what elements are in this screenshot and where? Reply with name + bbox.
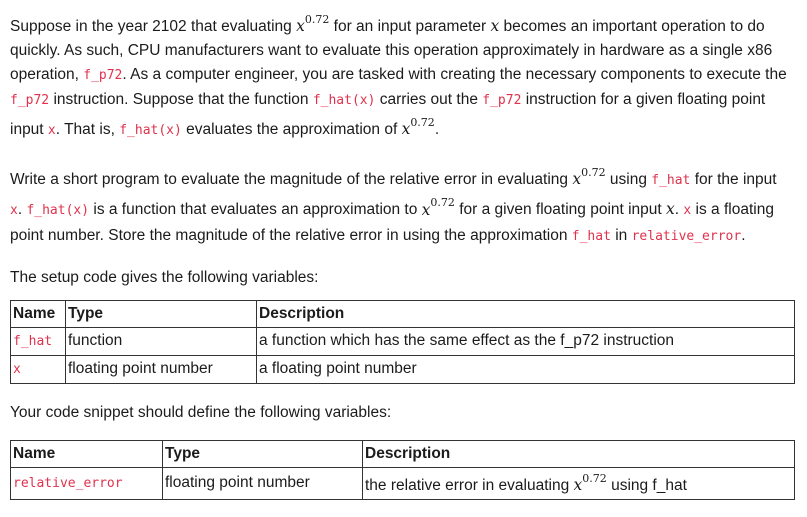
intro-paragraph	[10, 10, 792, 143]
define-heading: Your code snippet should define the following variables:	[10, 403, 392, 421]
task-paragraph	[10, 163, 792, 248]
code-f-p72: f_p72	[83, 68, 123, 84]
text: .	[674, 201, 684, 219]
cell-description: a floating point number	[257, 355, 795, 383]
code-relative-error: relative_error	[631, 228, 742, 244]
code-f-hat-x: f_hat(x)	[119, 123, 182, 139]
cell-description: the relative error in evaluating $x^{0.72}$ using f_hat	[363, 467, 795, 499]
cell-name: x	[11, 355, 66, 383]
text: instruction. Suppose that the function	[49, 91, 313, 109]
math-x: x	[490, 17, 500, 36]
text: .	[434, 121, 440, 139]
text: . As a computer engineer, you are tasked with creating the necessary components to execute the	[122, 66, 787, 84]
setup-heading: The setup code gives the following variables:	[10, 268, 319, 286]
header-type: Type	[163, 440, 363, 467]
math-x-power: $x^{0.72}$	[572, 166, 606, 189]
text: for an input parameter	[329, 18, 491, 36]
math-x-power: $x^{0.72}$	[421, 196, 455, 219]
header-type: Type	[66, 300, 257, 327]
text: using	[605, 171, 652, 189]
code-f-hat: f_hat	[651, 173, 691, 189]
math-x-power: $x^{0.72}$	[573, 471, 607, 494]
text: is a floating point number. Store the magnitude of the relative error in using the approximation	[10, 201, 774, 244]
text: for the input	[690, 171, 777, 189]
code-x: x	[10, 203, 18, 219]
header-description: Description	[257, 300, 795, 327]
code-x: x	[47, 123, 56, 139]
text: is a function that evaluates an approximation to	[89, 201, 422, 219]
text: in	[610, 226, 632, 244]
text: Suppose in the year 2102 that evaluating	[10, 18, 297, 36]
text: instruction for a given floating point input	[10, 91, 766, 139]
math-x: x	[666, 200, 675, 219]
cell-type: floating point number	[163, 467, 363, 499]
text: carries out the	[375, 91, 483, 109]
cell-name: relative_error	[11, 467, 163, 499]
setup-variables-table	[10, 300, 795, 384]
cell-name: f_hat	[11, 327, 66, 355]
header-name: Name	[11, 300, 66, 327]
code-x: x	[683, 203, 692, 219]
text: evaluates the approximation of	[181, 121, 402, 139]
cell-description: a function which has the same effect as the f_p72 instruction	[257, 327, 795, 355]
cell-type: function	[66, 327, 257, 355]
table-header-row	[11, 300, 795, 327]
header-description: Description	[363, 440, 795, 467]
text: for a given floating point input	[454, 201, 667, 219]
problem-statement	[10, 10, 792, 500]
text: .	[741, 226, 746, 244]
output-variables-table	[10, 440, 795, 500]
code-f-hat-x: f_hat(x)	[312, 93, 376, 109]
table-row	[11, 327, 795, 355]
header-name: Name	[11, 440, 163, 467]
text: . That is,	[55, 121, 120, 139]
text: Write a short program to evaluate the magnitude of the relative error in evaluating	[10, 171, 573, 189]
table-row	[11, 467, 795, 499]
code-f-hat: f_hat	[571, 228, 611, 244]
code-f-p72: f_p72	[10, 93, 50, 109]
table-header-row	[11, 440, 795, 467]
table-row	[11, 355, 795, 383]
code-f-p72: f_p72	[482, 93, 522, 109]
code-f-hat-x: f_hat(x)	[26, 203, 90, 219]
cell-type: floating point number	[66, 355, 257, 383]
math-x-power: $x^{0.72}$	[296, 13, 330, 36]
text: .	[17, 201, 27, 219]
text: becomes an important operation to do quickly. As such, CPU manufacturers want to evaluate this operation approximately in hardware as a single x86 operation,	[10, 18, 773, 84]
math-x-power: $x^{0.72}$	[401, 116, 435, 139]
